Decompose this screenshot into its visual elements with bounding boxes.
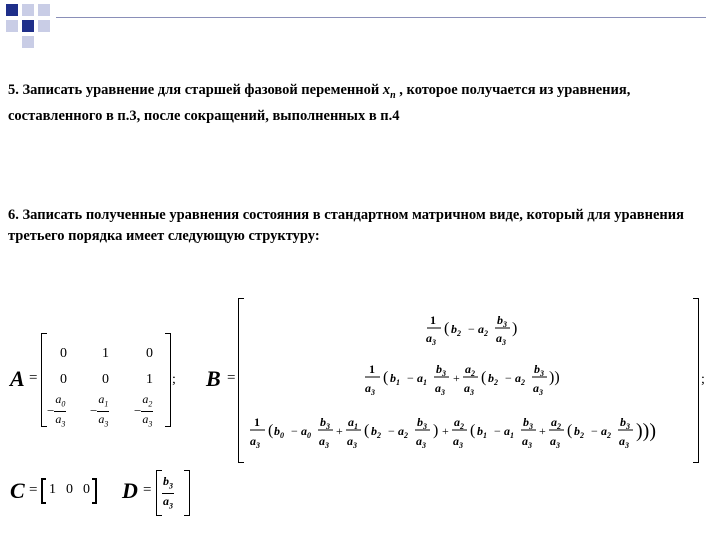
equals-sign: = — [143, 482, 152, 498]
svg-text:a3: $a_3$ — [533, 381, 543, 397]
matrix-A-right-bracket — [165, 333, 171, 427]
matrix-D-cell: $\frac{b_3}{a_3}$ — [163, 474, 173, 511]
matrix-D-label: D — [122, 478, 138, 503]
matrix-C-label: C — [10, 478, 25, 503]
svg-text:b3: $b_3$ — [436, 362, 446, 378]
matrix-C-left-bracket — [41, 478, 46, 504]
svg-text:a2: $a_2$ — [465, 362, 475, 378]
square-dark — [22, 20, 34, 32]
matrix-A-cell: − $\frac{a_2}{a_3}$ — [134, 392, 153, 429]
svg-text:b3: $b_3$ — [523, 415, 533, 431]
square-dark — [6, 4, 18, 16]
svg-text:b3: $b_3$ — [534, 362, 544, 378]
svg-text:a3: $a_3$ — [365, 381, 375, 397]
svg-text:(: ( — [470, 422, 476, 439]
svg-text:(: ( — [383, 369, 389, 386]
matrix-B-formula — [244, 300, 694, 460]
svg-text:a2: $a_2$ — [478, 322, 488, 338]
matrix-B-label: B — [206, 366, 221, 391]
svg-text:−: − — [468, 322, 475, 336]
svg-text:b3: $b_3$ — [620, 415, 630, 431]
equals-sign: = — [29, 482, 38, 498]
svg-text:a3: $a_3$ — [319, 434, 329, 450]
semicolon: ; — [701, 372, 705, 387]
svg-text:1: 1 — [369, 362, 375, 376]
svg-text:a3: $a_3$ — [435, 381, 445, 397]
svg-text:(: ( — [444, 320, 450, 337]
svg-text:): ) — [433, 422, 439, 439]
svg-text:b1: $b_1$ — [477, 424, 487, 440]
svg-text:a3: $a_3$ — [416, 434, 426, 450]
svg-text:a2: $a_2$ — [601, 424, 611, 440]
matrix-A-cell: 1 — [102, 346, 109, 361]
matrix-A-cell: − $\frac{a_1}{a_3}$ — [90, 392, 109, 429]
svg-text:a3: $a_3$ — [619, 434, 629, 450]
svg-text:b2: $b_2$ — [451, 322, 461, 338]
top-rule — [56, 17, 706, 18]
svg-text:(: ( — [567, 422, 573, 439]
svg-text:(: ( — [364, 422, 370, 439]
svg-text:): ) — [512, 320, 518, 337]
svg-text:)): )) — [549, 369, 560, 386]
matrix-A-cell: 0 — [60, 372, 67, 387]
svg-text:1: 1 — [430, 313, 436, 327]
svg-text:a3: $a_3$ — [347, 434, 357, 450]
square-light — [38, 20, 50, 32]
matrix-C-cell: 0 — [83, 482, 90, 497]
svg-text:b3: $b_3$ — [497, 313, 507, 329]
svg-text:a3: $a_3$ — [453, 434, 463, 450]
svg-text:a3: $a_3$ — [522, 434, 532, 450]
svg-text:+: + — [442, 424, 449, 438]
svg-text:a3: $a_3$ — [550, 434, 560, 450]
svg-text:a2: $a_2$ — [551, 415, 561, 431]
svg-text:b0: $b_0$ — [274, 424, 284, 440]
matrix-A-cell: 0 — [60, 346, 67, 361]
square-light — [6, 20, 18, 32]
svg-text:a1: $a_1$ — [504, 424, 514, 440]
svg-text:a3: $a_3$ — [426, 331, 436, 347]
svg-text:a2: $a_2$ — [454, 415, 464, 431]
matrix-C-right-bracket — [92, 478, 97, 504]
item-5-text: 5. Записать уравнение для старшей фазовой переменной $x_n$ , которое получается из уравнения, составленного в п.3, после сокращений, выполненных в п.4 — [8, 82, 631, 124]
svg-text:+: + — [539, 424, 546, 438]
svg-text:a2: $a_2$ — [398, 424, 408, 440]
matrix-A-cell: 0 — [146, 346, 153, 361]
svg-text:−: − — [407, 371, 414, 385]
svg-text:b3: $b_3$ — [320, 415, 330, 431]
square-light — [22, 36, 34, 48]
svg-text:))): ))) — [636, 420, 656, 442]
matrix-B-row-2 — [365, 362, 560, 397]
svg-text:−: − — [388, 424, 395, 438]
matrix-C-cell: 1 — [49, 482, 56, 497]
matrix-A-cell: 1 — [146, 372, 153, 387]
equals-sign: = — [227, 370, 236, 386]
matrix-D-right-bracket — [184, 470, 190, 516]
svg-text:b1: $b_1$ — [390, 371, 400, 387]
svg-text:(: ( — [268, 422, 274, 439]
svg-text:a0: $a_0$ — [301, 424, 311, 440]
svg-text:b2: $b_2$ — [574, 424, 584, 440]
svg-text:b2: $b_2$ — [371, 424, 381, 440]
svg-text:+: + — [453, 371, 460, 385]
svg-text:a2: $a_2$ — [515, 371, 525, 387]
svg-text:+: + — [336, 424, 343, 438]
svg-text:−: − — [591, 424, 598, 438]
matrix-A-label: A — [10, 366, 25, 391]
svg-text:a3: $a_3$ — [496, 331, 506, 347]
svg-text:1: 1 — [254, 415, 260, 429]
svg-text:b3: $b_3$ — [417, 415, 427, 431]
svg-text:a3: $a_3$ — [464, 381, 474, 397]
matrix-C-cell: 0 — [66, 482, 73, 497]
svg-text:−: − — [505, 371, 512, 385]
svg-text:−: − — [494, 424, 501, 438]
matrix-B-row-3 — [250, 415, 656, 450]
semicolon: ; — [172, 372, 176, 387]
svg-text:b2: $b_2$ — [488, 371, 498, 387]
item-6-text: 6. Записать полученные уравнения состояния в стандартном матричном виде, который для уравнения третьего порядка имеет следующую структуру: — [8, 207, 684, 244]
equals-sign: = — [29, 370, 38, 386]
matrix-A-cell: − $\frac{a_0}{a_3}$ — [47, 392, 66, 429]
svg-text:a3: $a_3$ — [250, 434, 260, 450]
matrix-A-cell: 0 — [102, 372, 109, 387]
svg-text:a1: $a_1$ — [417, 371, 427, 387]
svg-text:−: − — [291, 424, 298, 438]
square-light — [38, 4, 50, 16]
matrix-B-row-1 — [426, 313, 517, 347]
square-light — [22, 4, 34, 16]
svg-text:a1: $a_1$ — [348, 415, 358, 431]
svg-text:(: ( — [481, 369, 487, 386]
